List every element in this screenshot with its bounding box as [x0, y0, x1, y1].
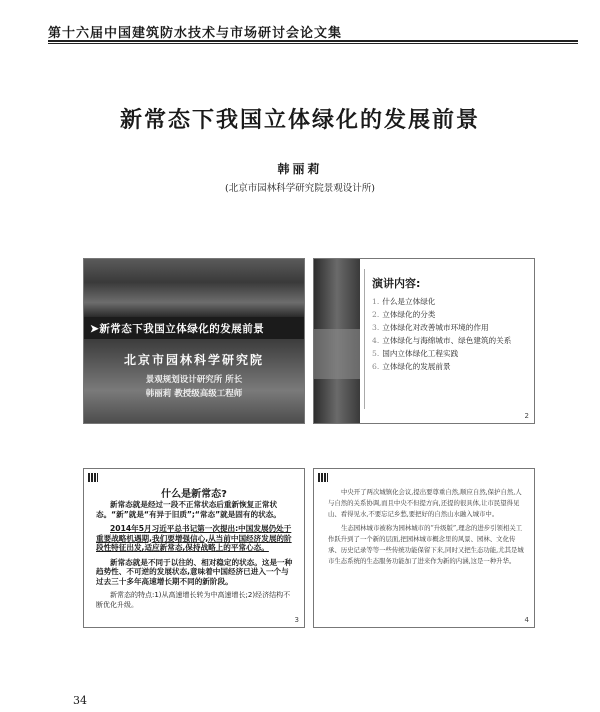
- stadium-photo: [84, 259, 304, 317]
- slide-new-normal: [83, 468, 305, 628]
- page-number: 34: [73, 694, 87, 707]
- slide-corner-mark-icon: [318, 473, 328, 482]
- affiliation: (北京市园林科学研究院景观设计所): [225, 183, 375, 194]
- list-item: 2. 立体绿化的分类: [372, 310, 436, 319]
- slide-number: 2: [524, 412, 529, 420]
- paragraph: 新常态的特点:1)从高速增长转为中高速增长;2)经济结构不断优化升级。: [96, 591, 291, 609]
- slide1-title: ➤新常态下我国立体绿化的发展前景: [90, 323, 265, 335]
- header-rule: [48, 40, 578, 42]
- contents-list: [372, 295, 532, 373]
- slide-urbanization: [313, 468, 535, 628]
- slide-corner-mark-icon: [88, 473, 98, 482]
- list-item: 4. 立体绿化与海绵城市、绿色建筑的关系: [372, 336, 512, 345]
- urbanization-body: [328, 487, 524, 571]
- article-title: 新常态下我国立体绿化的发展前景: [119, 107, 480, 133]
- running-header: 第十六届中国建筑防水技术与市场研讨会论文集: [48, 26, 343, 41]
- paragraph: 2014年5月习近平总书记第一次提出:中国发展仍处于重要战略机遇期,我们要增强信心,从当前中国经济发展的阶段性特征出发,适应新常态,保持战略上的平常心态。: [96, 524, 292, 552]
- header-rule-thin: [48, 43, 578, 44]
- slide1-presenter: 韩丽莉 教授级高级工程师: [145, 389, 243, 399]
- author: 韩丽莉: [277, 162, 323, 176]
- slide1-department: 景观规划设计研究所 所长: [145, 375, 243, 385]
- contents-heading: 演讲内容:: [372, 277, 421, 290]
- slide-title: [83, 258, 305, 424]
- paragraph: 中央开了两次城镇化会议,提出要尊重自然,顺应自然,保护自然,人与自然的关系协调,而且中央不但提方向,还提的很具体,让市民望得见山、看得见水,不要忘记乡愁,要把好的自然山水融入城市中。: [328, 488, 522, 518]
- list-item: 3. 立体绿化对改善城市环境的作用: [372, 323, 489, 332]
- paragraph: 新常态就是不同于以往的、相对稳定的状态。这是一种趋势性、不可逆的发展状态,意味着中国经济已进入一个与过去三十多年高速增长期不同的新阶段。: [96, 557, 293, 586]
- slide1-institution: 北京市园林科学研究院: [123, 353, 264, 367]
- slide-contents: [313, 258, 535, 424]
- paragraph: 生态园林城市被称为园林城市的“升级版”,理念的进步引领相关工作跃升到了一个新的层面,把园林城市概念里的风景、园林、文化传承、历史记录等等一些传统功能保留下来,同时又把生态功能,尤其是城市生态系统的生态服务功能加了进来作为新的内涵,这是一种升华。: [328, 524, 524, 565]
- photo-highlight: [314, 329, 360, 379]
- list-item: 6. 立体绿化的发展前景: [372, 362, 451, 371]
- new-normal-heading: 什么是新常态?: [161, 489, 227, 500]
- new-normal-body: [96, 500, 296, 615]
- slide-number: 3: [294, 616, 299, 624]
- slide-divider: [364, 269, 365, 409]
- slide-number: 4: [524, 616, 529, 624]
- paragraph: 新常态就是经过一段不正常状态后重新恢复正常状态。“新”就是“有异于旧质”;“常态”就是固有的状态。: [96, 500, 281, 519]
- list-item: 5. 国内立体绿化工程实践: [372, 349, 459, 358]
- list-item: 1. 什么是立体绿化: [372, 297, 436, 306]
